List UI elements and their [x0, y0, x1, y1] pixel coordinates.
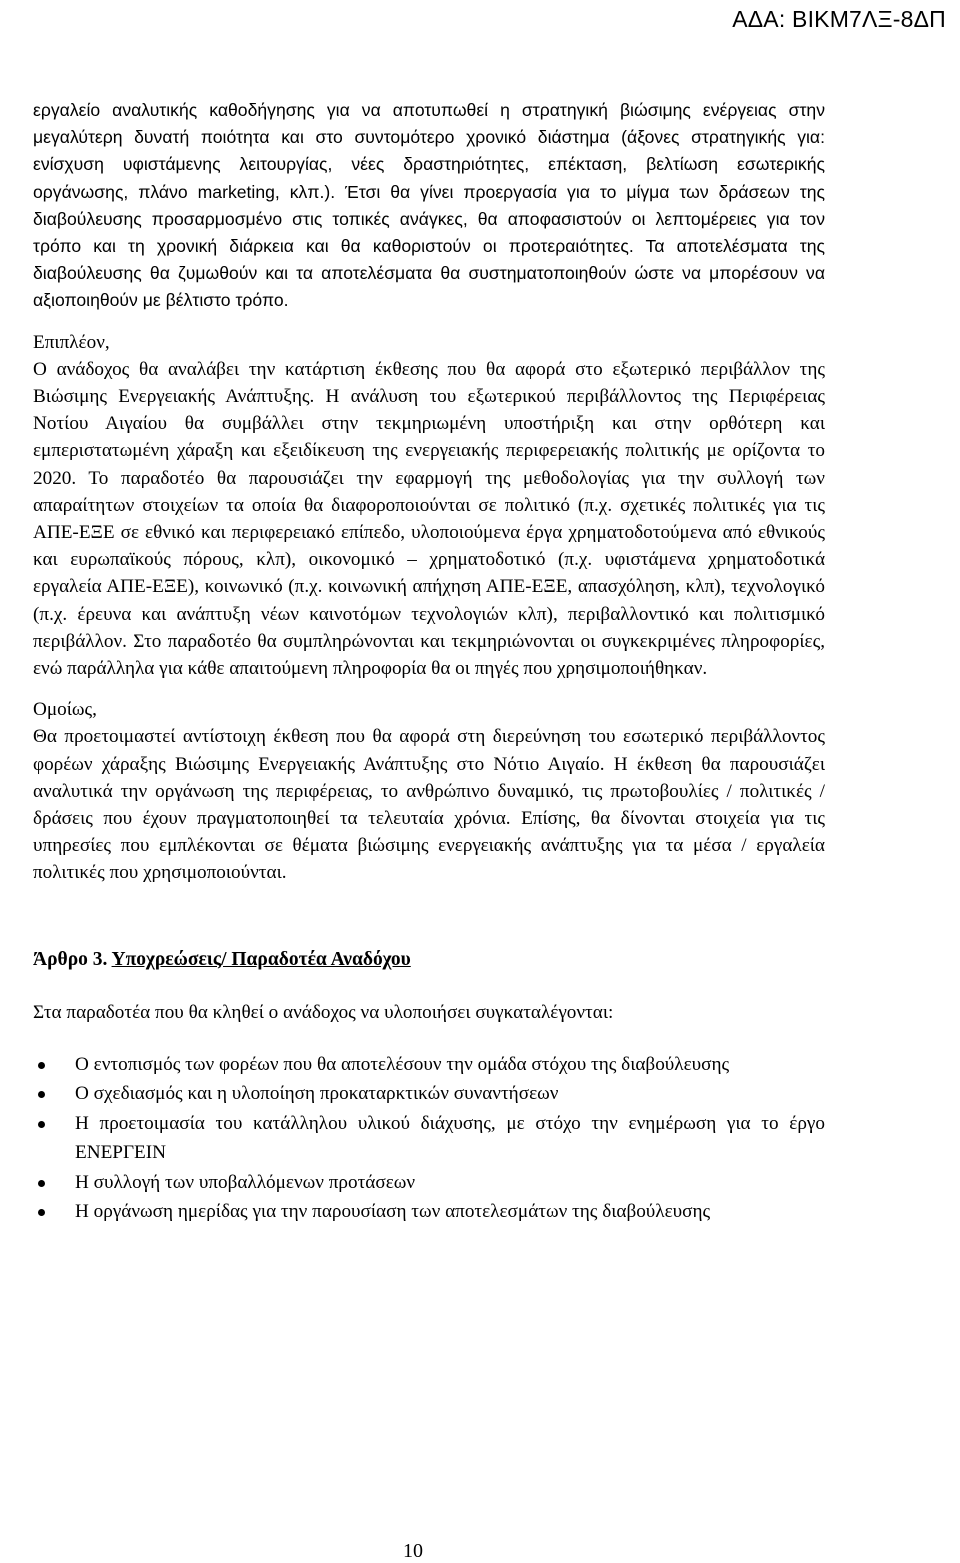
list-item-text: Ο εντοπισμός των φορέων που θα αποτελέσουν την ομάδα στόχου της διαβούλευσης	[75, 1053, 730, 1075]
bullet-icon	[38, 1121, 45, 1128]
document-body	[33, 97, 825, 1227]
bullet-icon	[38, 1180, 45, 1187]
list-item	[33, 1197, 825, 1227]
article-title: Υποχρεώσεις/ Παραδοτέα Αναδόχου	[111, 948, 411, 970]
page-number: 10	[403, 1540, 423, 1562]
paragraph-internal-environment: Θα προετοιμαστεί αντίστοιχη έκθεση που θα αφορά στη διερεύνηση του εσωτερικό περιβάλλοντος φορέων χάραξης Βιώσιμης Ενεργειακής Ανάπτυξης στο Νότιο Αιγαίο. Η έκθεση θα παρουσιάζει αναλυτικά την οργάνωση της περιφέρειας, το ανθρώπινο δυναμικό, τις πρωτοβουλίες / πολιτικές / δράσεις που έχουν πραγματοποιηθεί τα τελευταία χρόνια. Επίσης, θα δίνονται στοιχεία για τις υπηρεσίες που εμπλέκονται σε θέματα βιώσιμης ενεργειακής ανάπτυξης για τα μέσα / εργαλεία πολιτικές που χρησιμοποιούνται.	[33, 726, 825, 884]
bullet-icon	[38, 1062, 45, 1069]
bullet-icon	[38, 1091, 45, 1098]
list-item-text: Η οργάνωση ημερίδας για την παρουσίαση των αποτελεσμάτων της διαβούλευσης	[75, 1201, 711, 1223]
list-item	[33, 1109, 825, 1168]
list-item-text: Η συλλογή των υποβαλλόμενων προτάσεων	[75, 1171, 416, 1193]
paragraph-lead-furthermore: Επιπλέον,	[33, 331, 110, 353]
list-item-text: Η προετοιμασία του κατάλληλου υλικού διάχυσης, με στόχο την ενημέρωση για το έργο ΕΝΕΡΓΕΙΝ	[75, 1112, 825, 1164]
paragraph-external-environment: Ο ανάδοχος θα αναλάβει την κατάρτιση έκθεσης που θα αφορά στο εξωτερικό περιβάλλον της Βιώσιμης Ενεργειακής Ανάπτυξης. Η ανάλυση του εξωτερικού περιβάλλοντος της Περιφέρειας Νοτίου Αιγαίου θα συμβάλλει στην τεκμηριωμένη υποστήριξη και στην ορθότερη και εμπεριστατωμένη χάραξη και εξειδίκευση της ενεργειακής περιφερειακής πολιτικής με ορίζοντα το 2020. Το παραδοτέο θα παρουσιάζει την εφαρμογή της μεθοδολογίας για την συλλογή των απαραίτητων στοιχείων τα οποία θα διαφοροποιούνται σε πολιτικό (π.χ. σχετικές πολιτικές για τις ΑΠΕ-ΕΞΕ σε εθνικό και περιφερειακό επίπεδο, υλοποιούμενα έργα χρηματοδοτούμενα από εθνικούς και ευρωπαϊκούς πόρους, κλπ), οικονομικό – χρηματοδοτικό (π.χ. υφιστάμενα χρηματοδοτικά εργαλεία ΑΠΕ-ΕΞΕ), κοινωνικό (π.χ. κοινωνική απήχηση ΑΠΕ-ΕΞΕ, απασχόληση, κλπ), τεχνολογικό (π.χ. έρευνα και ανάπτυξη νέων καινοτόμων τεχνολογιών κλπ), περιβαλλοντικό και πολιτισμικό περιβάλλον. Στο παραδοτέο θα συμπληρώνονται και τεκμηριώνονται οι συγκεκριμένες πληροφορίες, ενώ παράλληλα για κάθε απαιτούμενη πληροφορία θα οι πηγές που χρησιμοποιήθηκαν.	[33, 358, 825, 680]
article-heading	[33, 949, 825, 971]
deliverables-intro: Στα παραδοτέα που θα κληθεί ο ανάδοχος να υλοποιήσει συγκαταλέγονται:	[33, 1001, 614, 1023]
list-item-text: Ο σχεδιασμός και η υλοποίηση προκαταρκτικών συναντήσεων	[75, 1083, 559, 1105]
paragraph-lead-similarly: Ομοίως,	[33, 699, 97, 721]
article-label: Άρθρο 3.	[33, 948, 108, 970]
deliverables-list	[33, 1050, 825, 1227]
ada-code: ΑΔΑ: ΒΙΚΜ7ΛΞ-8ΔΠ	[732, 6, 946, 32]
bullet-icon	[38, 1209, 45, 1216]
list-item	[33, 1079, 825, 1109]
list-item	[33, 1168, 825, 1198]
paragraph-strategy: εργαλείο αναλυτικής καθοδήγησης για να αποτυπωθεί η στρατηγική βιώσιμης ενέργειας στην μεγαλύτερη δυνατή ποιότητα και στο συντομότερο χρονικό διάστημα (άξονες στρατηγικής για: ενίσχυση υφιστάμενης λειτουργίας, νέες δραστηριότητες, επέκταση, βελτίωση εσωτερικής οργάνωσης, πλάνο marketing, κλπ.). Έτσι θα γίνει προεργασία για το μίγμα των δράσεων της διαβούλευσης προσαρμοσμένο στις τοπικές ανάγκες, θα αποφασιστούν οι λεπτομέρειες για τον τρόπο και τη χρονική διάρκεια και θα καθοριστούν οι προτεραιότητες. Τα αποτελέσματα της διαβούλευσης θα ζυμωθούν και τα αποτελέσματα θα συστηματοποιηθούν ώστε να μπορέσουν να αξιοποιηθούν με βέλτιστο τρόπο.	[33, 100, 825, 311]
list-item	[33, 1050, 825, 1080]
